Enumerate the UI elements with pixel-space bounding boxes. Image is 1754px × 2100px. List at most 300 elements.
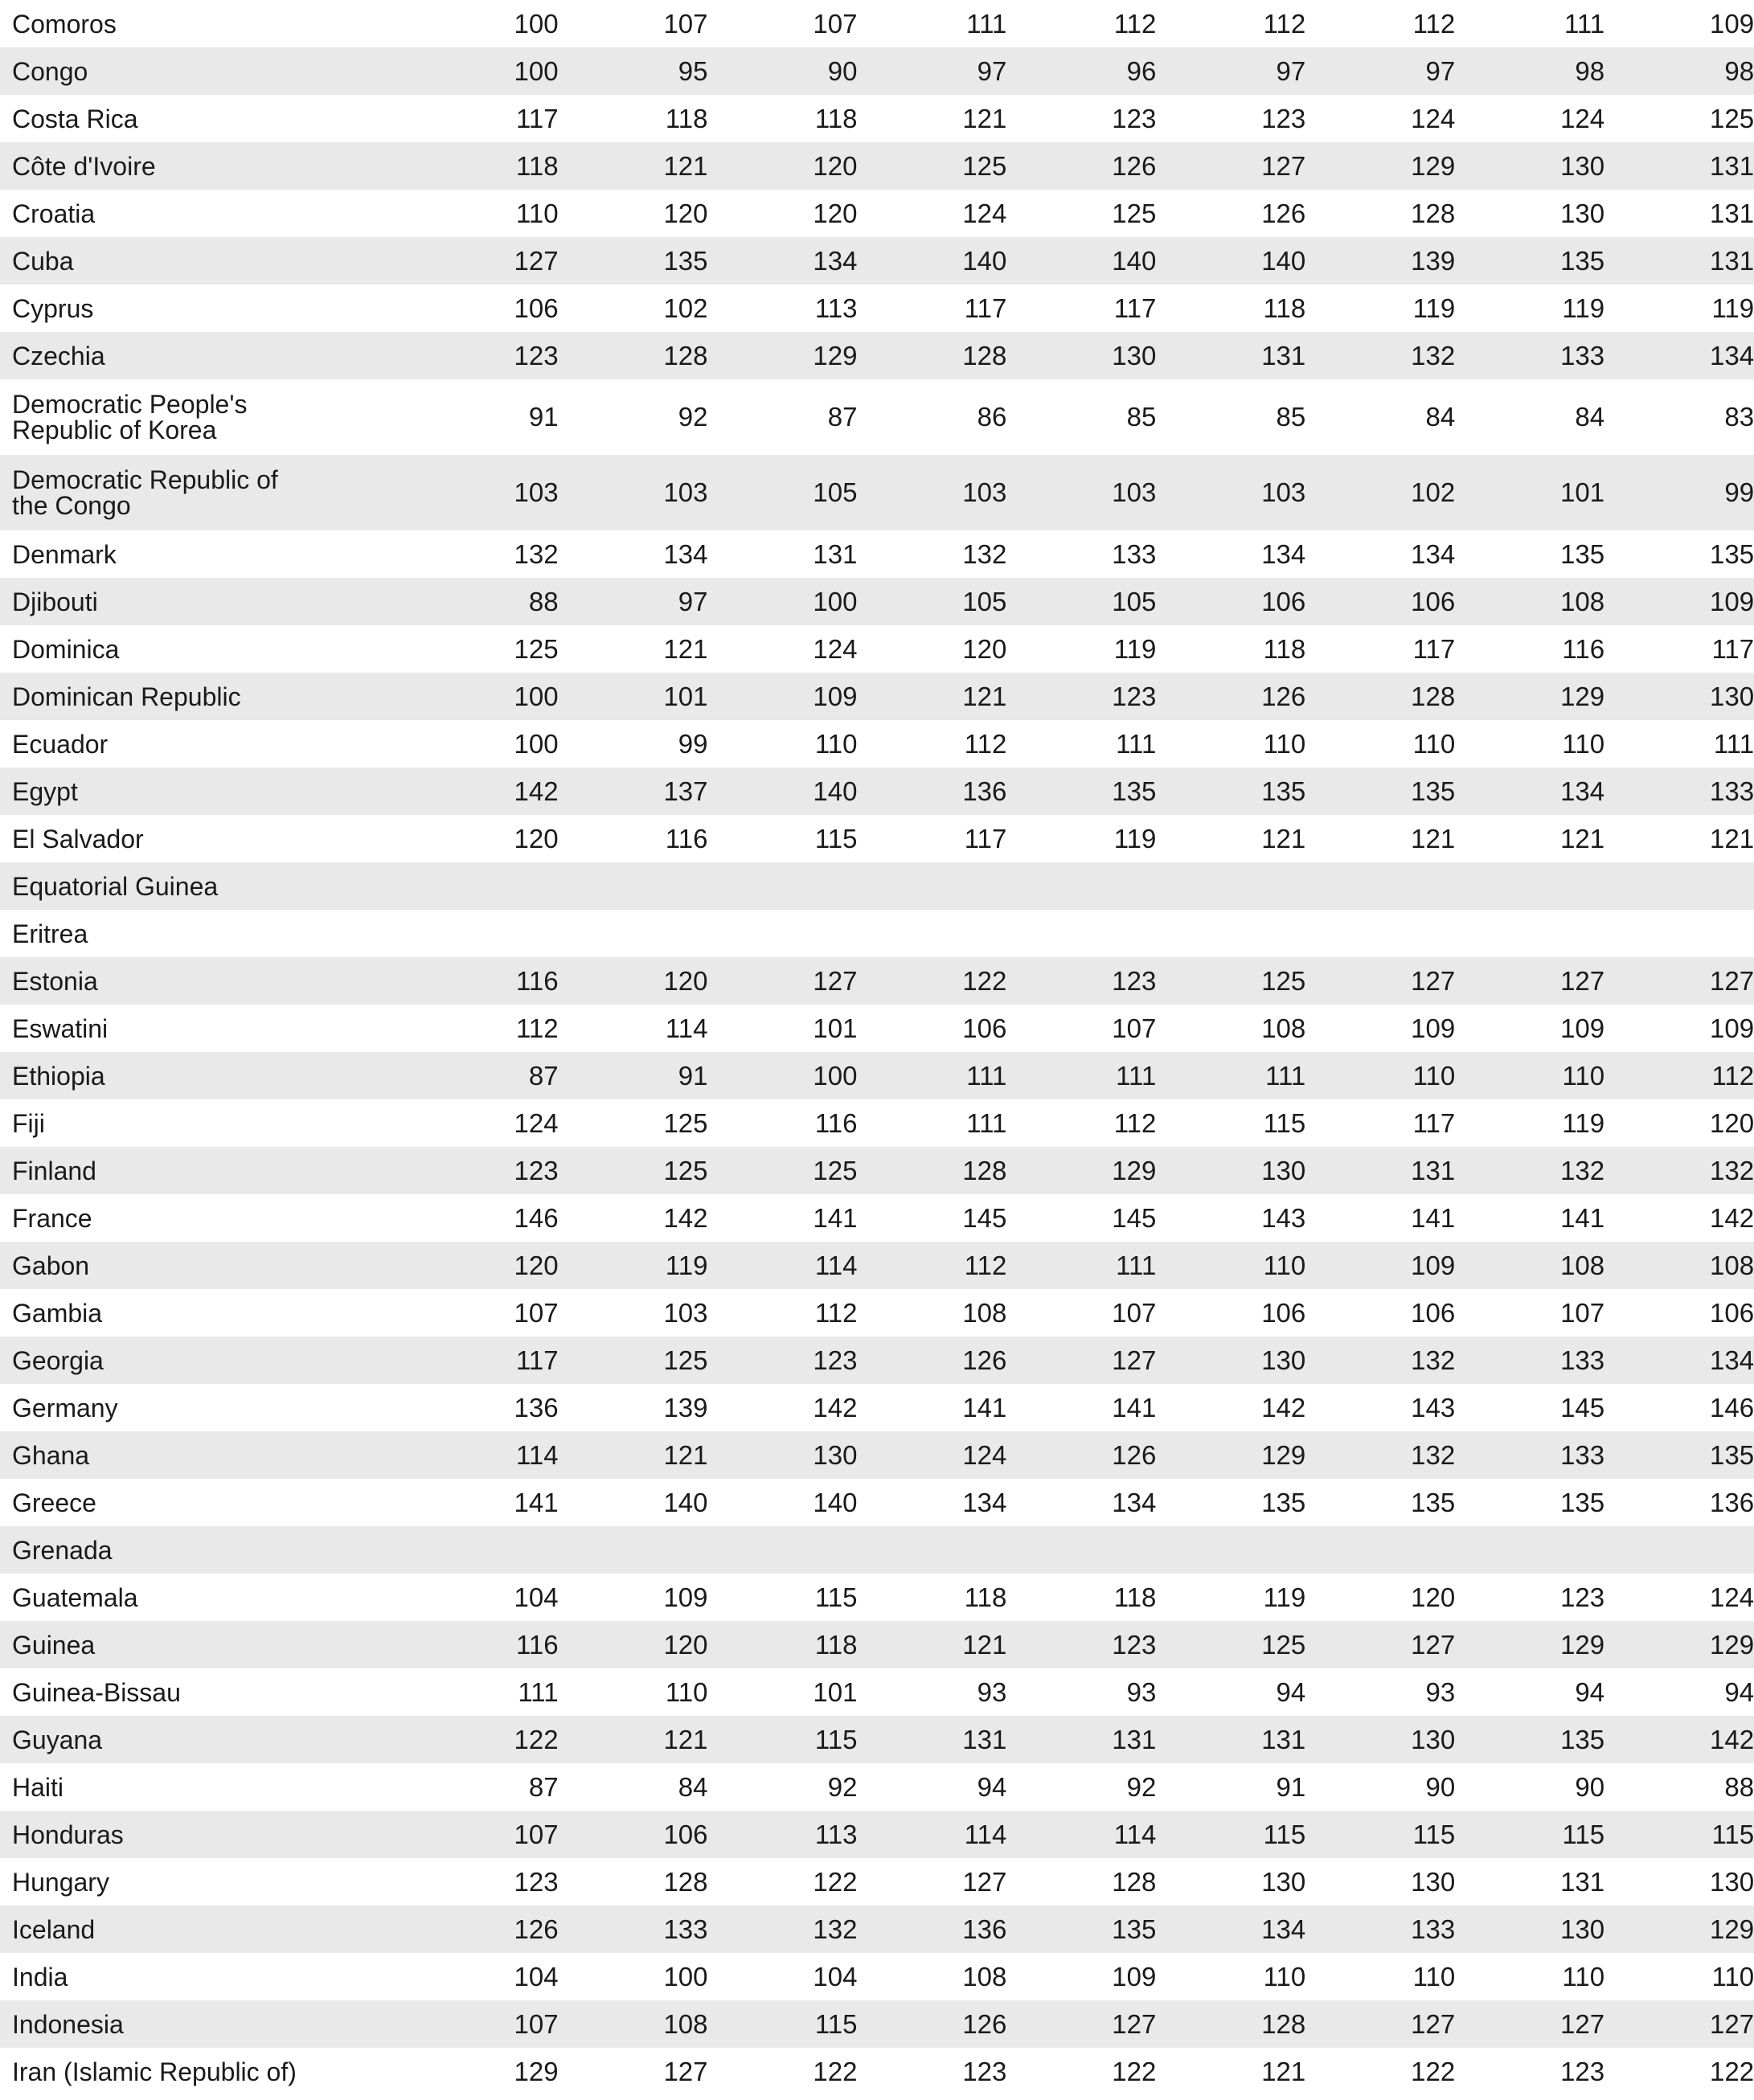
table-row [0,1194,1754,1242]
value-cell: 117 [1412,633,1456,664]
value-cell: 128 [1411,198,1456,228]
value-cell: 119 [1263,1582,1306,1612]
value-cell: 109 [1411,1250,1456,1280]
value-cell: 134 [1411,538,1456,569]
value-cell: 111 [1713,728,1754,759]
value-cell: 112 [814,1297,858,1328]
value-cell: 125 [663,1155,708,1185]
value-cell: 139 [1411,245,1456,276]
value-cell: 128 [1261,2008,1306,2039]
value-cell: 118 [515,150,559,181]
country-name: Germany [12,1393,118,1423]
table-row [0,285,1754,332]
value-cell: 131 [1112,1724,1157,1754]
value-cell: 108 [663,2008,708,2039]
value-cell: 109 [663,1582,708,1612]
value-cell: 100 [514,681,559,711]
value-cell: 135 [1560,538,1605,569]
country-name: Grenada [12,1535,113,1565]
value-cell: 129 [1261,1439,1306,1470]
country-name: Cuba [12,246,74,276]
country-name: Guinea [12,1630,96,1660]
value-cell: 124 [1560,103,1605,133]
table-row [0,1289,1754,1337]
value-cell: 115 [814,1582,858,1612]
value-cell: 107 [514,1297,559,1328]
value-cell: 118 [665,103,708,133]
value-cell: 127 [1411,2008,1456,2039]
value-cell: 139 [663,1392,708,1423]
value-cell: 136 [1710,1487,1754,1517]
value-cell: 105 [1112,586,1157,616]
value-cell: 141 [962,1392,1007,1423]
value-cell: 121 [1261,2056,1306,2086]
table-row [0,47,1754,95]
value-cell: 96 [1126,55,1157,86]
value-cell: 101 [813,1013,858,1043]
value-cell: 121 [663,1724,708,1754]
value-cell: 127 [1411,965,1456,996]
value-cell: 127 [813,965,858,996]
value-cell: 129 [1560,1629,1605,1660]
table-row [0,530,1754,578]
table-row [0,1668,1754,1716]
country-name: Iran (Islamic Republic of) [12,2057,297,2086]
value-cell: 119 [1113,633,1157,664]
value-cell: 124 [813,633,858,664]
value-cell: 133 [1560,1345,1605,1375]
country-name: Comoros [12,9,117,39]
value-cell: 130 [1261,1866,1306,1897]
value-cell: 103 [663,477,708,507]
value-cell: 141 [514,1487,559,1517]
value-cell: 122 [813,2056,858,2086]
country-name: Guyana [12,1725,103,1754]
table-row [0,1005,1754,1052]
value-cell: 108 [1560,586,1605,616]
value-cell: 107 [514,2008,559,2039]
table-row [0,1147,1754,1194]
value-cell: 118 [814,1629,858,1660]
value-cell: 142 [514,776,559,806]
value-cell: 106 [663,1819,708,1849]
value-cell: 135 [663,245,708,276]
value-cell: 130 [1710,681,1754,711]
value-cell: 140 [813,776,858,806]
value-cell: 120 [813,150,858,181]
country-name: Hungary [12,1867,109,1897]
table-row [0,1574,1754,1621]
table-row [0,862,1754,910]
value-cell: 119 [1562,1107,1605,1138]
value-cell: 134 [663,538,708,569]
value-cell: 127 [514,245,559,276]
value-cell: 104 [813,1961,858,1992]
country-name: Estonia [12,966,98,996]
value-cell: 92 [1126,1771,1157,1802]
value-cell: 97 [1425,55,1456,86]
value-cell: 126 [962,1345,1007,1375]
value-cell: 145 [1112,1202,1157,1233]
value-cell: 129 [813,340,858,370]
value-cell: 115 [1711,1819,1754,1849]
value-cell: 145 [962,1202,1007,1233]
value-cell: 130 [1411,1866,1456,1897]
value-cell: 110 [515,198,559,228]
value-cell: 120 [962,633,1007,664]
value-cell: 106 [1261,1297,1306,1328]
value-cell: 110 [1263,1250,1306,1280]
value-cell: 140 [962,245,1007,276]
value-cell: 123 [1112,1629,1157,1660]
value-cell: 136 [962,1914,1007,1944]
value-cell: 123 [1112,681,1157,711]
value-cell: 127 [1710,2008,1754,2039]
value-cell: 127 [663,2056,708,2086]
value-cell: 134 [1261,1914,1306,1944]
value-cell: 118 [1263,633,1306,664]
value-cell: 143 [1261,1202,1306,1233]
value-cell: 136 [514,1392,559,1423]
country-name: El Salvador [12,824,144,854]
value-cell: 132 [1411,1345,1456,1375]
value-cell: 125 [962,150,1007,181]
value-cell: 112 [964,728,1007,759]
value-cell: 134 [1112,1487,1157,1517]
value-cell: 84 [1575,402,1605,432]
value-cell: 99 [1724,477,1754,507]
value-cell: 86 [977,402,1007,432]
value-cell: 123 [514,340,559,370]
value-cell: 106 [1411,1297,1456,1328]
value-cell: 133 [1560,340,1605,370]
value-cell: 107 [514,1819,559,1849]
value-cell: 135 [1710,1439,1754,1470]
value-cell: 93 [977,1676,1007,1707]
value-cell: 125 [1710,103,1754,133]
value-cell: 120 [514,1250,559,1280]
value-cell: 126 [1112,150,1157,181]
value-cell: 118 [1263,293,1306,323]
table-row [0,95,1754,142]
value-cell: 105 [813,477,858,507]
value-cell: 109 [813,681,858,711]
value-cell: 107 [663,8,708,39]
value-cell: 123 [1560,1582,1605,1612]
country-name: France [12,1203,92,1233]
value-cell: 117 [1113,293,1157,323]
value-cell: 135 [1710,538,1754,569]
value-cell: 100 [813,586,858,616]
value-cell: 111 [518,1676,559,1707]
value-cell: 122 [962,965,1007,996]
value-cell: 117 [1711,633,1754,664]
table-row [0,237,1754,285]
value-cell: 115 [1263,1107,1306,1138]
value-cell: 109 [1710,586,1754,616]
value-cell: 107 [1112,1297,1157,1328]
value-cell: 128 [1112,1866,1157,1897]
value-cell: 107 [1560,1297,1605,1328]
table-row [0,1384,1754,1431]
value-cell: 83 [1724,402,1754,432]
value-cell: 129 [514,2056,559,2086]
country-name: Denmark [12,539,117,569]
value-cell: 134 [1261,538,1306,569]
value-cell: 108 [1261,1013,1306,1043]
value-cell: 111 [966,1107,1007,1138]
value-cell: 129 [1710,1629,1754,1660]
country-name: Iceland [12,1914,96,1944]
value-cell: 131 [962,1724,1007,1754]
value-cell: 107 [813,8,858,39]
value-cell: 127 [1112,2008,1157,2039]
value-cell: 131 [1411,1155,1456,1185]
value-cell: 135 [1560,1724,1605,1754]
table-row [0,2000,1754,2048]
value-cell: 111 [966,1060,1007,1091]
value-cell: 109 [1411,1013,1456,1043]
value-cell: 94 [1276,1676,1306,1707]
value-cell: 101 [1560,477,1605,507]
value-cell: 134 [962,1487,1007,1517]
value-cell: 115 [814,1724,858,1754]
value-cell: 142 [663,1202,708,1233]
value-cell: 110 [1412,728,1456,759]
value-cell: 103 [1261,477,1306,507]
value-cell: 114 [964,1819,1007,1849]
value-cell: 111 [1116,1250,1157,1280]
value-cell: 103 [663,1297,708,1328]
value-cell: 110 [1263,1961,1306,1992]
value-cell: 117 [515,1345,559,1375]
value-cell: 124 [514,1107,559,1138]
value-cell: 110 [1562,1060,1605,1091]
value-cell: 98 [1724,55,1754,86]
table-row [0,1479,1754,1526]
value-cell: 116 [515,1629,559,1660]
value-cell: 112 [1412,8,1456,39]
value-cell: 121 [1261,823,1306,854]
value-cell: 127 [1112,1345,1157,1375]
value-cell: 87 [528,1771,559,1802]
value-cell: 130 [1261,1155,1306,1185]
value-cell: 87 [528,1060,559,1091]
value-cell: 123 [514,1155,559,1185]
value-cell: 126 [962,2008,1007,2039]
country-name: Czechia [12,341,105,370]
value-cell: 108 [962,1961,1007,1992]
value-cell: 137 [663,776,708,806]
table-row [0,142,1754,190]
value-cell: 101 [813,1676,858,1707]
value-cell: 145 [1560,1392,1605,1423]
value-cell: 99 [678,728,708,759]
value-cell: 130 [1560,198,1605,228]
value-cell: 133 [1560,1439,1605,1470]
value-cell: 108 [1710,1250,1754,1280]
value-cell: 91 [528,402,559,432]
value-cell: 111 [1116,1060,1157,1091]
value-cell: 115 [814,823,858,854]
value-cell: 106 [1710,1297,1754,1328]
value-cell: 127 [1560,965,1605,996]
value-cell: 130 [1560,150,1605,181]
table-row [0,1099,1754,1147]
value-cell: 115 [1263,1819,1306,1849]
value-cell: 100 [514,728,559,759]
value-cell: 111 [1265,1060,1306,1091]
value-cell: 125 [663,1345,708,1375]
value-cell: 100 [514,8,559,39]
country-name: Cyprus [12,293,94,323]
value-cell: 101 [663,681,708,711]
value-cell: 132 [1710,1155,1754,1185]
value-cell: 133 [1411,1914,1456,1944]
value-cell: 132 [962,538,1007,569]
value-cell: 130 [1560,1914,1605,1944]
value-cell: 109 [1710,1013,1754,1043]
value-cell: 135 [1411,776,1456,806]
value-cell: 97 [977,55,1007,86]
table-row [0,1337,1754,1384]
value-cell: 118 [814,103,858,133]
value-cell: 109 [1710,8,1754,39]
value-cell: 121 [1710,823,1754,854]
country-name: Eswatini [12,1013,109,1043]
value-cell: 123 [514,1866,559,1897]
value-cell: 121 [663,150,708,181]
country-name: Dominica [12,634,120,664]
country-name: Gabon [12,1251,90,1280]
value-cell: 117 [964,293,1007,323]
value-cell: 85 [1126,402,1157,432]
value-cell: 110 [1562,728,1605,759]
country-name: Equatorial Guinea [12,871,219,901]
value-cell: 130 [1411,1724,1456,1754]
value-cell: 110 [1412,1961,1456,1992]
value-cell: 133 [1710,776,1754,806]
value-cell: 106 [1411,586,1456,616]
table-row [0,720,1754,768]
value-cell: 141 [1112,1392,1157,1423]
value-cell: 122 [1112,2056,1157,2086]
value-cell: 134 [813,245,858,276]
table-row [0,1763,1754,1811]
value-cell: 124 [1411,103,1456,133]
table-row [0,455,1754,530]
value-cell: 131 [1710,198,1754,228]
value-cell: 142 [1710,1724,1754,1754]
value-cell: 136 [962,776,1007,806]
value-cell: 113 [814,293,858,323]
table-row [0,1242,1754,1289]
value-cell: 128 [962,1155,1007,1185]
value-cell: 142 [1710,1202,1754,1233]
country-name: Côte d'Ivoire [12,151,156,181]
value-cell: 112 [1263,8,1306,39]
value-cell: 118 [964,1582,1007,1612]
value-cell: 123 [1560,2056,1605,2086]
table-row [0,1526,1754,1574]
table-row [0,815,1754,862]
table-row [0,1906,1754,1953]
value-cell: 126 [1261,198,1306,228]
value-cell: 112 [515,1013,559,1043]
country-name: Honduras [12,1820,124,1849]
value-cell: 91 [1276,1771,1306,1802]
value-cell: 118 [1113,1582,1157,1612]
table-row [0,1858,1754,1906]
country-name: Croatia [12,199,96,228]
value-cell: 140 [1261,245,1306,276]
value-cell: 120 [663,1629,708,1660]
value-cell: 127 [1710,965,1754,996]
value-cell: 107 [1112,1013,1157,1043]
value-cell: 119 [665,1250,708,1280]
value-cell: 106 [514,293,559,323]
value-cell: 131 [1560,1866,1605,1897]
value-cell: 127 [1560,2008,1605,2039]
value-cell: 131 [1710,245,1754,276]
table-row [0,1431,1754,1479]
value-cell: 90 [1575,1771,1605,1802]
value-cell: 133 [663,1914,708,1944]
value-cell: 125 [663,1107,708,1138]
value-cell: 121 [962,103,1007,133]
value-cell: 120 [1710,1107,1754,1138]
value-cell: 115 [1562,1819,1605,1849]
value-cell: 135 [1560,245,1605,276]
value-cell: 111 [1563,8,1605,39]
value-cell: 109 [1560,1013,1605,1043]
value-cell: 110 [1412,1060,1456,1091]
value-cell: 130 [1261,1345,1306,1375]
country-name: Gambia [12,1298,103,1328]
value-cell: 124 [962,198,1007,228]
value-cell: 87 [827,402,858,432]
value-cell: 142 [1261,1392,1306,1423]
table-row [0,1052,1754,1099]
value-cell: 121 [962,681,1007,711]
value-cell: 88 [528,586,559,616]
value-cell: 121 [1560,823,1605,854]
value-cell: 100 [813,1060,858,1091]
value-cell: 129 [1710,1914,1754,1944]
value-cell: 130 [1710,1866,1754,1897]
value-cell: 105 [962,586,1007,616]
table-row [0,0,1754,47]
value-cell: 125 [1112,198,1157,228]
value-cell: 94 [977,1771,1007,1802]
value-cell: 119 [1113,823,1157,854]
value-cell: 117 [515,103,559,133]
value-cell: 123 [1261,103,1306,133]
value-cell: 94 [1724,1676,1754,1707]
value-cell: 108 [962,1297,1007,1328]
country-name: Democratic Republic of the Congo [12,465,278,520]
country-name: Congo [12,56,88,86]
value-cell: 135 [1112,776,1157,806]
value-cell: 131 [1261,340,1306,370]
value-cell: 100 [514,55,559,86]
value-cell: 111 [1116,728,1157,759]
value-cell: 133 [1112,538,1157,569]
value-cell: 106 [1261,586,1306,616]
country-name: Ghana [12,1440,90,1470]
value-cell: 120 [663,198,708,228]
country-name: Ecuador [12,729,109,759]
